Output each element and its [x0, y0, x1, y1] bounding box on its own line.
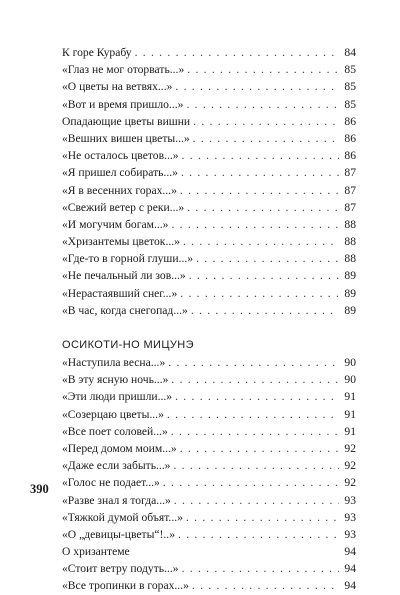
- entry-title: «Вешних вишен цветы...»: [62, 131, 190, 145]
- entry-title: «Не осталось цветов...»: [62, 149, 179, 163]
- toc-entry: [62, 216, 356, 233]
- dot-leader: [191, 302, 339, 319]
- dot-leader: [171, 371, 339, 388]
- dot-leader: [182, 147, 339, 164]
- dot-leader: [186, 509, 339, 526]
- entry-page: 92: [344, 476, 356, 490]
- entry-title: «Нерастаявший снег...»: [62, 286, 178, 300]
- dot-leader: [187, 61, 339, 78]
- entry-page: 86: [344, 114, 356, 128]
- toc-entry: [62, 233, 356, 250]
- toc-entry: [62, 267, 356, 284]
- toc-entry: [62, 164, 356, 181]
- entry-page: 85: [344, 97, 356, 111]
- entry-title: «В эту ясную ночь...»: [62, 373, 169, 387]
- entry-page: 86: [344, 131, 356, 145]
- dot-leader: [180, 285, 339, 302]
- entry-title: «О цветы на ветвях...»: [62, 80, 173, 94]
- entry-title: «И могучим богам...»: [62, 217, 169, 231]
- entry-page: 89: [344, 286, 356, 300]
- entry-page: 88: [344, 252, 356, 266]
- entry-title: Опадающие цветы вишни: [62, 114, 191, 128]
- page-number: 390: [30, 482, 49, 496]
- entry-page: 85: [344, 80, 356, 94]
- entry-page: 86: [344, 149, 356, 163]
- toc-group-2: [62, 354, 356, 595]
- entry-title: «Даже если забыть...»: [62, 459, 171, 473]
- entry-page: 93: [344, 527, 356, 541]
- toc-entry: [62, 44, 356, 61]
- toc-entry: [62, 492, 356, 509]
- toc-entry: [62, 440, 356, 457]
- entry-page: 94: [344, 545, 356, 559]
- entry-page: 87: [344, 166, 356, 180]
- entry-page: 85: [344, 63, 356, 77]
- entry-title: «Тяжкой думой объят...»: [62, 510, 183, 524]
- entry-title: «Где-то в горной глуши...»: [62, 252, 194, 266]
- entry-title: «Стоит ветру подуть...»: [62, 562, 179, 576]
- toc-entry: [62, 147, 356, 164]
- entry-title: «О „девицы-цветы“!..»: [62, 527, 176, 541]
- dot-leader: [167, 406, 339, 423]
- dot-leader: [189, 267, 339, 284]
- toc-entry: [62, 96, 356, 113]
- dot-leader: [182, 560, 339, 577]
- toc-entry: [62, 560, 356, 577]
- entry-page: 94: [344, 562, 356, 576]
- dot-leader: [193, 113, 339, 130]
- dot-leader: [187, 199, 339, 216]
- toc-entry: [62, 113, 356, 130]
- dot-leader: [175, 78, 339, 95]
- entry-title: «Вот и время пришло...»: [62, 97, 184, 111]
- entry-page: 87: [344, 183, 356, 197]
- dot-leader: [183, 233, 339, 250]
- table-of-contents: [62, 44, 356, 595]
- entry-title: «Эти люди пришли...»: [62, 390, 173, 404]
- entry-title: О хризантеме: [62, 545, 130, 559]
- dot-leader: [180, 182, 339, 199]
- entry-page: 92: [344, 441, 356, 455]
- entry-page: 90: [344, 356, 356, 369]
- toc-group-1: [62, 44, 356, 319]
- entry-title: «В час, когда снегопад...»: [62, 303, 188, 317]
- entry-page: 87: [344, 200, 356, 214]
- entry-title: «Созерцаю цветы...»: [62, 407, 164, 421]
- entry-page: 91: [344, 424, 356, 438]
- toc-entry: [62, 371, 356, 388]
- dot-leader: [135, 44, 339, 61]
- entry-title: «Глаз не мог оторвать...»: [62, 63, 185, 77]
- entry-title: «Я в весенних горах...»: [62, 183, 177, 197]
- toc-entry: [62, 543, 356, 560]
- dot-leader: [180, 440, 339, 457]
- toc-entry: [62, 182, 356, 199]
- entry-page: 92: [344, 459, 356, 473]
- entry-title: К горе Курабу: [62, 46, 132, 59]
- toc-entry: [62, 130, 356, 147]
- toc-entry: [62, 388, 356, 405]
- entry-page: 90: [344, 373, 356, 387]
- toc-entry: [62, 78, 356, 95]
- entry-page: 89: [344, 303, 356, 317]
- entry-title: «Хризантемы цветок...»: [62, 235, 180, 249]
- toc-entry: [62, 423, 356, 440]
- entry-title: «Наступила весна...»: [62, 356, 166, 369]
- dot-leader: [173, 457, 339, 474]
- toc-entry: [62, 474, 356, 491]
- dot-leader: [171, 216, 339, 233]
- toc-entry: [62, 406, 356, 423]
- entry-title: «Перед домом моим...»: [62, 441, 177, 455]
- entry-page: 89: [344, 269, 356, 283]
- toc-entry: [62, 577, 356, 594]
- toc-entry: [62, 285, 356, 302]
- toc-entry: [62, 457, 356, 474]
- entry-page: 93: [344, 493, 356, 507]
- dot-leader: [168, 354, 339, 371]
- dot-leader: [175, 388, 339, 405]
- toc-entry: [62, 354, 356, 371]
- toc-entry: [62, 61, 356, 78]
- dot-leader: [178, 526, 339, 543]
- entry-title: «Все поет соловей...»: [62, 424, 168, 438]
- dot-leader: [192, 577, 339, 594]
- toc-entry: [62, 302, 356, 319]
- dot-leader: [196, 250, 339, 267]
- toc-entry: [62, 250, 356, 267]
- entry-page: 93: [344, 510, 356, 524]
- entry-title: «Разве знал я тогда...»: [62, 493, 171, 507]
- dot-leader: [174, 492, 339, 509]
- entry-page: 84: [344, 46, 356, 59]
- entry-title: «Свежий ветер с реки...»: [62, 200, 185, 214]
- entry-page: 94: [344, 579, 356, 593]
- toc-entry: [62, 199, 356, 216]
- entry-page: 91: [344, 390, 356, 404]
- entry-page: 88: [344, 217, 356, 231]
- entry-title: «Не печальный ли зов...»: [62, 269, 186, 283]
- entry-title: «Я пришел собирать...»: [62, 166, 178, 180]
- dot-leader: [171, 423, 339, 440]
- dot-leader: [181, 164, 339, 181]
- section-heading: ОСИКОТИ-НО МИЦУНЭ: [62, 338, 194, 351]
- entry-page: 91: [344, 407, 356, 421]
- entry-page: 88: [344, 235, 356, 249]
- entry-title: «Голос не подает...»: [62, 476, 160, 490]
- toc-entry: [62, 509, 356, 526]
- dot-leader: [163, 474, 339, 491]
- entry-title: «Все тропинки в горах...»: [62, 579, 189, 593]
- dot-leader: [186, 96, 339, 113]
- dot-leader: [193, 130, 339, 147]
- toc-entry: [62, 526, 356, 543]
